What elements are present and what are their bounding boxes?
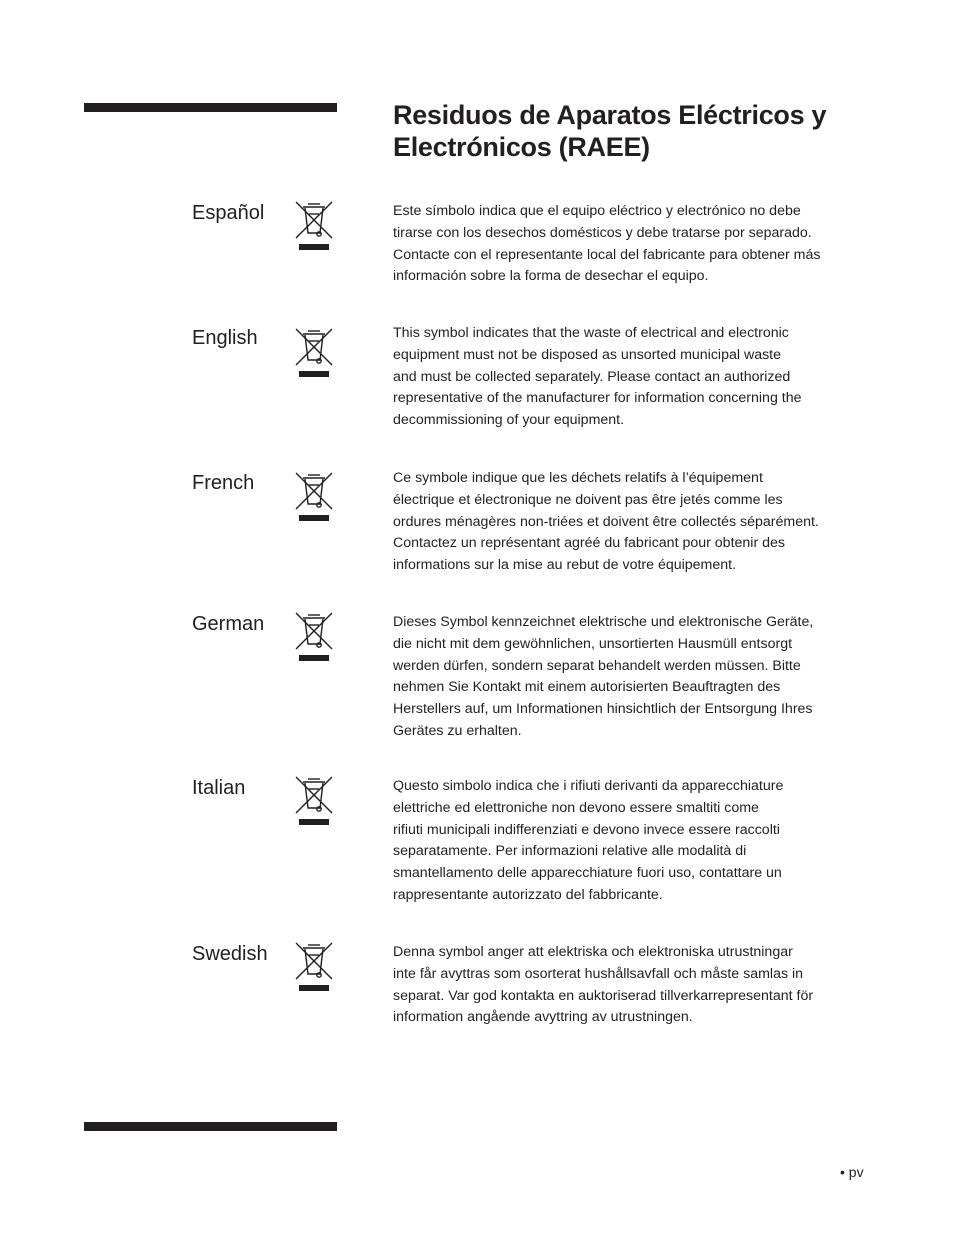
section-text: Denna symbol anger att elektriska och elektroniska utrustningar inte får avyttras som osorterat hushållsavfall och måste samlas in separat. Var god kontakta en auktoriserad tillverkarrepresentant för information angående avyttring av utrustningen. (393, 944, 814, 1026)
language-label: French (192, 472, 255, 494)
page-title-line-1: Residuos de Aparatos Eléctricos y (393, 100, 827, 130)
language-label: German (192, 613, 265, 635)
language-label: Italian (192, 777, 246, 799)
section-text: This symbol indicates that the waste of electrical and electronic equipment must not be disposed as unsorted municipal waste and must be collected separately. Please contact an authorized representative of the manufacturer for information concerning the decommissioning of your equipment. (393, 325, 802, 429)
bottom-rule (84, 1122, 337, 1131)
section-text: Este símbolo indica que el equipo eléctrico y electrónico no debe tirarse con los desechos domésticos y debe tratarse por separado. Contacte con el representante local del fabricante para obtener más información sobre la forma de desechar el equipo. (393, 203, 821, 285)
weee-crossed-bin-icon (294, 774, 334, 830)
page-number: • pv (840, 1164, 864, 1180)
weee-crossed-bin-icon (294, 326, 334, 382)
page-title (393, 99, 873, 163)
language-label: Español (192, 202, 265, 224)
page-title-line-2: Electrónicos (RAEE) (393, 132, 650, 162)
weee-crossed-bin-icon (294, 610, 334, 666)
section-text: Dieses Symbol kennzeichnet elektrische und elektronische Geräte, die nicht mit dem gewöhnlichen, unsortierten Hausmüll entsorgt werden dürfen, sondern separat behandelt werden müssen. Bitte nehmen Sie Kontakt mit einem autorisierten Beauftragten des Herstellers auf, um Informationen hinsichtlich der Entsorgung Ihres Gerätes zu erhalten. (393, 614, 814, 739)
weee-crossed-bin-icon (294, 199, 334, 255)
weee-crossed-bin-icon (294, 470, 334, 526)
section-text: Questo simbolo indica che i rifiuti derivanti da apparecchiature elettriche ed elettroniche non devono essere smaltiti come rifiuti municipali indifferenziati e devono invece essere raccolti separatamente. Per informazioni relative alle modalità di smantellamento delle apparecchiature fuori uso, contattare un rappresentante autorizzato del fabbricante. (393, 778, 784, 903)
section-text: Ce symbole indique que les déchets relatifs à l’équipement électrique et électronique ne doivent pas être jetés comme les ordures ménagères non-triées et doivent être collectés séparément. Contactez un représentant agréé du fabricant pour obtenir des informations sur la mise au rebut de votre équipement. (393, 470, 819, 574)
language-label: English (192, 327, 258, 349)
top-rule (84, 103, 337, 112)
language-label: Swedish (192, 943, 268, 965)
weee-crossed-bin-icon (294, 940, 334, 996)
